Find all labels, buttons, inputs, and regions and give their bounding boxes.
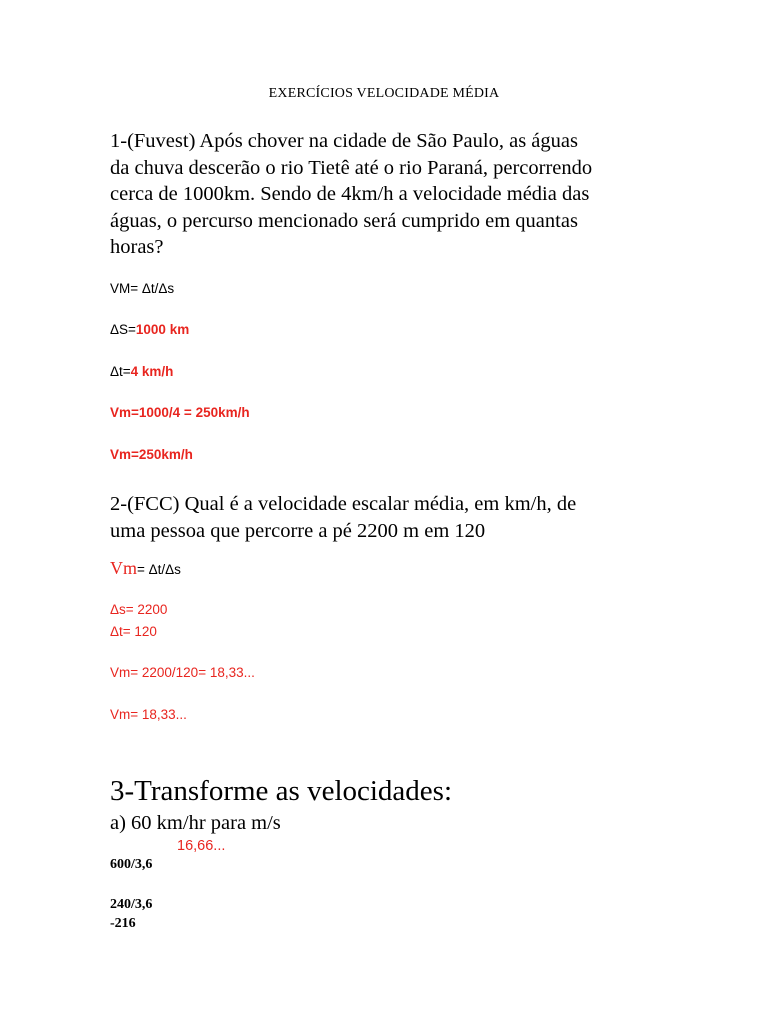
q2-answer: Vm= 18,33... bbox=[110, 707, 187, 722]
q2-delta-t: Δt= 120 bbox=[110, 624, 157, 639]
question-1-line: cerca de 1000km. Sendo de 4km/h a velocidade média das bbox=[110, 183, 590, 205]
q1-delta-t-label: Δt= bbox=[110, 364, 131, 379]
question-1-line: águas, o percurso mencionado será cumprido em quantas bbox=[110, 209, 578, 232]
q1-delta-t-value: 4 km/h bbox=[130, 364, 174, 379]
question-1-line: 1-(Fuvest) Após chover na cidade de São Paulo, as águas bbox=[110, 130, 578, 152]
q3-heading: 3-Transforme as velocidades: bbox=[110, 775, 453, 807]
question-1-text bbox=[110, 128, 592, 261]
q2-formula-vm: Vm bbox=[110, 558, 137, 578]
page-title: EXERCÍCIOS VELOCIDADE MÉDIA bbox=[268, 86, 500, 101]
q1-calculation: Vm=1000/4 = 250km/h bbox=[110, 405, 250, 420]
q3-item-a: a) 60 km/hr para m/s bbox=[110, 812, 281, 834]
question-2-text bbox=[110, 491, 576, 544]
q1-formula: VM= Δt/Δs bbox=[110, 281, 175, 296]
q2-delta-s: Δs= 2200 bbox=[110, 602, 168, 617]
q3-work-line: -216 bbox=[110, 916, 136, 931]
q1-delta-s-label: ΔS= bbox=[110, 322, 136, 337]
q3-work-line: 240/3,6 bbox=[110, 897, 153, 912]
q2-formula-rest: = Δt/Δs bbox=[137, 562, 181, 577]
q1-delta-s-value: 1000 km bbox=[135, 322, 190, 337]
q3-work-line: 600/3,6 bbox=[110, 857, 153, 872]
q2-calculation: Vm= 2200/120= 18,33... bbox=[110, 665, 255, 680]
q1-delta-t bbox=[110, 364, 173, 379]
q3-result: 16,66... bbox=[177, 838, 226, 854]
question-1-line: horas? bbox=[110, 236, 164, 258]
question-2-line: uma pessoa que percorre a pé 2200 m em 120 bbox=[110, 519, 486, 542]
question-1-line: da chuva descerão o rio Tietê até o rio Paraná, percorrendo bbox=[110, 156, 593, 179]
question-2-line: 2-(FCC) Qual é a velocidade escalar média, em km/h, de bbox=[110, 493, 577, 515]
q1-answer: Vm=250km/h bbox=[110, 447, 193, 462]
q1-delta-s bbox=[110, 322, 189, 337]
q2-formula bbox=[110, 558, 181, 579]
